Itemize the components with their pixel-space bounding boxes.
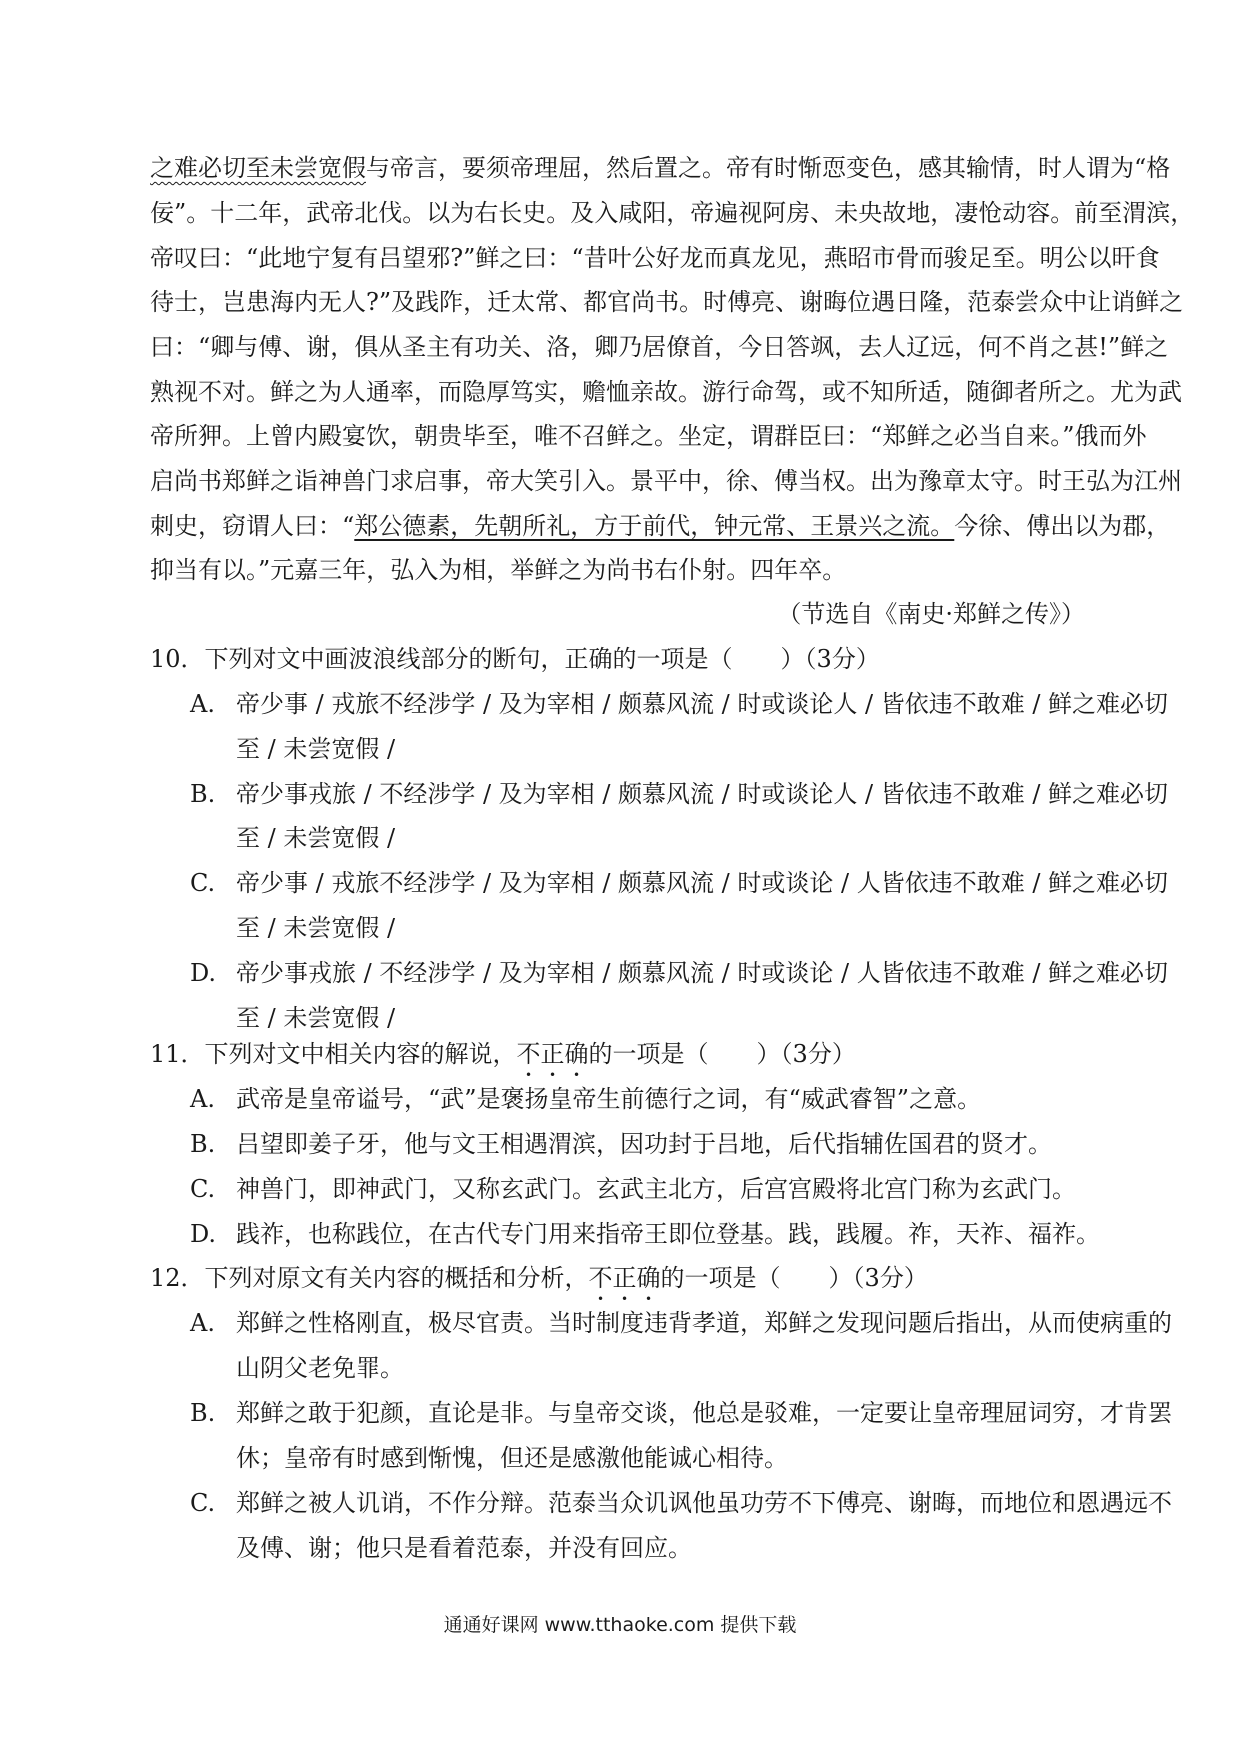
option-label: D.: [190, 1220, 217, 1248]
passage-text: 与帝言，要须帝理屈，然后置之。帝有时惭恧变色，感其输情，时人谓为“格: [366, 154, 1171, 182]
question-11: [150, 1038, 856, 1082]
question-text: 下列对文中相关内容的解说，: [204, 1040, 517, 1068]
option-text: 及傅、谢；他只是看着范泰，并没有回应。: [236, 1534, 692, 1562]
question-number: 10．: [150, 645, 205, 673]
question-text: 的一项是（ ）（3分）: [588, 1040, 856, 1068]
passage-text: 今徐、傅出以为郡，: [954, 512, 1171, 540]
option-label: C.: [190, 1489, 216, 1517]
option-text: 帝少事戎旅 / 不经涉学 / 及为宰相 / 颇慕风流 / 时或谈论 / 人皆依违不敢难 / 鲜之难必切: [236, 959, 1169, 987]
question-12: [150, 1262, 928, 1306]
option-label: C.: [190, 869, 216, 897]
question-number: 11．: [150, 1040, 205, 1068]
option-label: C.: [190, 1175, 216, 1203]
option-text: 帝少事 / 戎旅不经涉学 / 及为宰相 / 颇慕风流 / 时或谈论 / 人皆依违不敢难 / 鲜之难必切: [236, 869, 1169, 897]
option-text: 帝少事戎旅 / 不经涉学 / 及为宰相 / 颇慕风流 / 时或谈论人 / 皆依违不敢难 / 鲜之难必切: [236, 780, 1169, 808]
passage-line-2: 佞”。十二年，武帝北伐。以为右长史。及入咸阳，帝遍视阿房、未央故地，凄怆动容。前至渭滨，: [150, 199, 1195, 227]
question-text: 下列对原文有关内容的概括和分析，: [204, 1264, 589, 1292]
option-text: 践祚，也称践位，在古代专门用来指帝王即位登基。践，践履。祚，天祚、福祚。: [236, 1220, 1100, 1248]
option-text: 至 / 未尝宽假 /: [236, 824, 396, 852]
passage-line-10: 抑当有以。”元嘉三年，弘入为相，举鲜之为尚书右仆射。四年卒。: [150, 556, 847, 584]
option-label: A.: [190, 1085, 215, 1113]
question-number: 12．: [150, 1264, 205, 1292]
option-text: 休；皇帝有时感到惭愧，但还是感激他能诚心相待。: [236, 1444, 788, 1472]
passage-line-1: [150, 152, 1170, 184]
option-label: B.: [190, 1130, 216, 1158]
option-text: 至 / 未尝宽假 /: [236, 914, 396, 942]
option-label: D.: [190, 959, 217, 987]
option-label: B.: [190, 780, 216, 808]
passage-line-9: [150, 510, 1170, 542]
passage-source: （节选自《南史·郑鲜之传》）: [777, 600, 1085, 628]
option-text: 郑鲜之性格刚直，极尽官责。当时制度违背孝道，郑鲜之发现问题后指出，从而使病重的: [236, 1309, 1172, 1337]
underlined-sentence: 郑公德素，先朝所礼，方于前代，钟元常、王景兴之流。: [354, 512, 955, 540]
option-label: A.: [190, 1309, 215, 1337]
option-text: 山阴父老免罪。: [236, 1354, 404, 1382]
option-label: B.: [190, 1399, 216, 1427]
emphasized-text: 不正确: [588, 1264, 661, 1292]
option-text: 郑鲜之被人讥诮，不作分辩。范泰当众讥讽他虽功劳不下傅亮、谢晦，而地位和恩遇远不: [236, 1489, 1172, 1517]
wavy-underlined-text: 之难必切至未尝宽假: [150, 154, 366, 182]
option-text: 郑鲜之敢于犯颜，直论是非。与皇帝交谈，他总是驳难，一定要让皇帝理屈词穷，才肯罢: [236, 1399, 1172, 1427]
option-text: 神兽门，即神武门，又称玄武门。玄武主北方，后宫宫殿将北宫门称为玄武门。: [236, 1175, 1076, 1203]
footer-credit: 通通好课网 www.tthaoke.com 提供下载: [443, 1614, 797, 1636]
option-label: A.: [190, 690, 215, 718]
question-text: 下列对文中画波浪线部分的断句，正确的一项是（ ）（3分）: [204, 645, 880, 673]
emphasized-text: 不正确: [516, 1040, 589, 1068]
passage-line-5: 曰：“卿与傅、谢，俱从圣主有功关、洛，卿乃居僚首，今日答飒，去人辽远，何不肖之甚!”鲜之: [150, 333, 1169, 361]
option-text: 帝少事 / 戎旅不经涉学 / 及为宰相 / 颇慕风流 / 时或谈论人 / 皆依违不敢难 / 鲜之难必切: [236, 690, 1169, 718]
option-text: 至 / 未尝宽假 /: [236, 735, 396, 763]
option-text: 至 / 未尝宽假 /: [236, 1004, 396, 1032]
passage-line-4: 待士，岂患海内无人?”及践阼，迁太常、都官尚书。时傅亮、谢晦位遇日隆，范泰尝众中让诮鲜之: [150, 288, 1184, 316]
option-text: 吕望即姜子牙，他与文王相遇渭滨，因功封于吕地，后代指辅佐国君的贤才。: [236, 1130, 1052, 1158]
passage-line-6: 熟视不对。鲜之为人通率，而隐厚笃实，赡恤亲故。游行命驾，或不知所适，随御者所之。尤为武: [150, 378, 1182, 406]
passage-line-8: 启尚书郑鲜之诣神兽门求启事，帝大笑引入。景平中，徐、傅当权。出为豫章太守。时王弘为江州: [150, 467, 1182, 495]
option-text: 武帝是皇帝谥号，“武”是褒扬皇帝生前德行之词，有“威武睿智”之意。: [236, 1085, 982, 1113]
passage-line-3: 帝叹曰：“此地宁复有吕望邪?”鲜之曰：“昔叶公好龙而真龙见，燕昭市骨而骏足至。明公以旰食: [150, 244, 1160, 272]
question-text: 的一项是（ ）（3分）: [660, 1264, 928, 1292]
passage-line-7: 帝所狎。上曾内殿宴饮，朝贵毕至，唯不召鲜之。坐定，谓群臣曰：“郑鲜之必当自来。”俄而外: [150, 422, 1147, 450]
passage-text: 刺史，窃谓人曰：“: [150, 512, 355, 540]
question-10: [150, 643, 880, 675]
